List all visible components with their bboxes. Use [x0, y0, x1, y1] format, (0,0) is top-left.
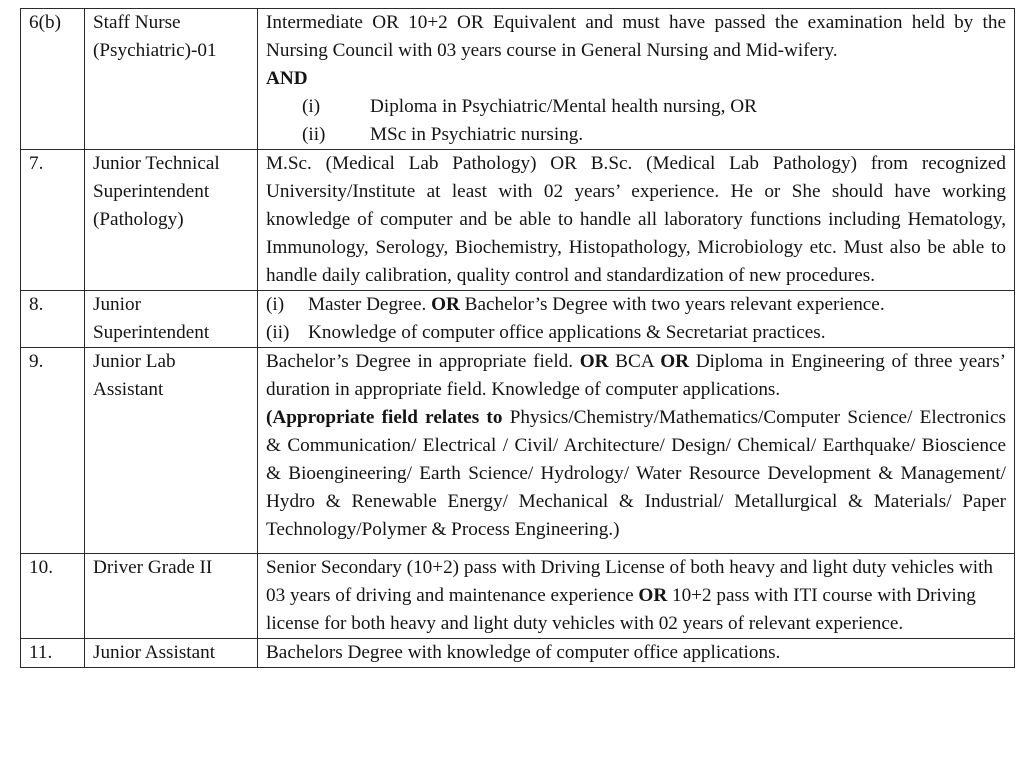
post-name-line: Superintendent [93, 181, 210, 202]
post-name-line: (Pathology) [93, 209, 184, 230]
field-note-paragraph [266, 404, 1006, 544]
table-row [21, 291, 1015, 348]
list-marker: (i) [266, 294, 285, 315]
or-keyword: OR [579, 351, 609, 372]
post-name-cell [85, 9, 258, 150]
serial-number-cell [21, 150, 85, 291]
list-marker: (ii) [302, 124, 326, 145]
list-item-text [308, 291, 1006, 319]
or-keyword: OR [660, 351, 690, 372]
or-keyword: OR [638, 585, 668, 606]
serial-number-cell [21, 9, 85, 150]
qualification-paragraph [266, 554, 1006, 638]
post-name-line: Junior [93, 294, 141, 315]
post-name-line: Staff Nurse [93, 12, 181, 33]
qualification-cell [258, 150, 1015, 291]
qualification-text: Bachelor’s Degree with two years relevant experience. [464, 294, 885, 315]
list-item [266, 291, 1006, 319]
list-marker: (ii) [266, 322, 290, 343]
serial-number-cell [21, 348, 85, 554]
post-name-line: (Psychiatric)-01 [93, 40, 217, 61]
post-name-cell [85, 150, 258, 291]
post-name-line: Junior Technical [93, 153, 220, 174]
post-name-line: Junior Lab [93, 351, 176, 372]
post-name-cell [85, 348, 258, 554]
list-item [266, 93, 1006, 121]
or-keyword: OR [431, 294, 460, 315]
serial-number-cell [21, 639, 85, 668]
list-item-text: Diploma in Psychiatric/Mental health nursing, OR [370, 96, 757, 117]
post-name-line: Superintendent [93, 322, 210, 343]
post-name-line: Driver Grade II [93, 557, 213, 578]
serial-number: 7. [29, 153, 44, 174]
qualification-cell [258, 291, 1015, 348]
qualification-text: M.Sc. (Medical Lab Pathology) OR B.Sc. (Medical Lab Pathology) from recognized University/Institute at least with 02 years’ experience. He or She should have working knowledge of computer and be able to handle all laboratory functions including Hematology, Immunology, Serology, Biochemistry, Histopathology, Microbiology etc. Must also be able to handle daily calibration, quality control and standardization of new procedures. [266, 153, 1006, 286]
list-item [266, 319, 1006, 347]
field-note-text: Physics/Chemistry/Mathematics/Computer Science/ Electronics & Communication/ Electrical / Civil/ Architecture/ Design/ Chemical/ Earthquake/ Bioscience & Bioengineering/ Earth Science/ Hydrology/ Water Resource Development & Management/ Hydro & Renewable Energy/ Mechanical & Industrial/ Metallurgical & Materials/ Paper Technology/Polymer & Process Engineering.) [266, 407, 1006, 540]
qualification-text: Bachelor’s Degree in appropriate field. [266, 351, 574, 372]
qualifications-table [20, 8, 1015, 668]
qualification-text: Bachelors Degree with knowledge of computer office applications. [266, 642, 781, 663]
qualification-text: Diploma in Engineering of three years’ duration in appropriate field. Knowledge of computer applications. [266, 351, 1007, 400]
qualification-text: BCA [615, 351, 654, 372]
table-row [21, 348, 1015, 554]
qualification-cell [258, 348, 1015, 554]
serial-number: 8. [29, 294, 44, 315]
qualification-paragraph [266, 348, 1006, 404]
serial-number: 6(b) [29, 12, 61, 33]
post-name-line: Junior Assistant [93, 642, 216, 663]
table-row [21, 554, 1015, 639]
qualification-text: Senior Secondary (10+2) pass with Driving License of both heavy and light duty vehicles with 03 years of driving and maintenance experience [266, 557, 994, 606]
post-name-cell [85, 554, 258, 639]
serial-number: 9. [29, 351, 44, 372]
serial-number-cell [21, 291, 85, 348]
qualification-text: Master Degree. [308, 294, 427, 315]
post-name-cell [85, 291, 258, 348]
field-note-heading: (Appropriate field relates to [266, 407, 503, 428]
serial-number-cell [21, 554, 85, 639]
list-item-text: Knowledge of computer office applications & Secretariat practices. [308, 322, 826, 343]
list-item [266, 121, 1006, 149]
table-row [21, 150, 1015, 291]
qualification-text: 10+2 pass with ITI course with Driving license for both heavy and light duty vehicles with 02 years of relevant experience. [266, 585, 976, 634]
serial-number: 10. [29, 557, 53, 578]
table-row [21, 639, 1015, 668]
qualification-cell [258, 639, 1015, 668]
and-label: AND [266, 68, 308, 89]
qualification-cell [258, 554, 1015, 639]
qualification-text: Intermediate OR 10+2 OR Equivalent and must have passed the examination held by the Nursing Council with 03 years course in General Nursing and Mid-wifery. [266, 12, 1006, 61]
list-item-text: MSc in Psychiatric nursing. [370, 124, 584, 145]
serial-number: 11. [29, 642, 53, 663]
qualifications-sheet [20, 8, 1014, 668]
table-row [21, 9, 1015, 150]
qualification-cell [258, 9, 1015, 150]
post-name-line: Assistant [93, 379, 164, 400]
list-marker: (i) [302, 96, 321, 117]
post-name-cell [85, 639, 258, 668]
